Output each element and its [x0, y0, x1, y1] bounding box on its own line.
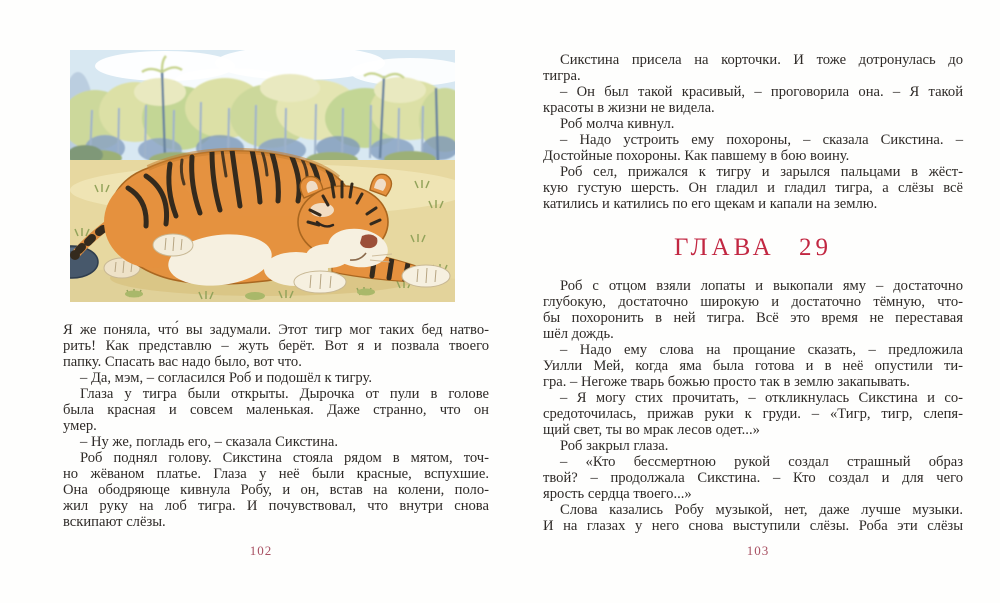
text-line: жил руку на лоб тигра. И почувствовал, что внутри снова	[63, 498, 489, 514]
text-line: красоты в жизни не видела.	[543, 100, 715, 116]
text-line: была красная и совсем маленькая. Даже странно, что он	[63, 402, 489, 418]
right-page-text-bottom	[543, 278, 963, 534]
text-line: Роб с отцом взяли лопаты и выкопали яму – достаточно	[560, 278, 963, 294]
text-line: катились и катились по его щекам и капали на землю.	[543, 196, 878, 212]
text-line: шёл дождь.	[543, 326, 614, 342]
text-line: рить! Как представлю – жуть берёт. Вот я и позвала твоего	[63, 338, 489, 354]
left-page-text	[63, 322, 489, 530]
text-line: ярость сердца твоего...»	[543, 486, 692, 502]
text-line: Уилли Мей, когда яма была готова и в неё опустили ти-	[543, 358, 963, 374]
text-line: – «Кто бессмертною рукой создал страшный образ	[560, 454, 963, 470]
text-line: тигра.	[543, 68, 581, 84]
tiger-head	[298, 174, 392, 271]
text-line: Я же поняла, что́ вы задумали. Этот тигр мог таких бед натво-	[63, 322, 489, 338]
text-line: Роб поднял голову. Сикстина стояла рядом в мятом, точ-	[80, 450, 489, 466]
text-line: щий свет, ты во мрак лесов одет...»	[543, 422, 760, 438]
text-line: Достойные похороны. Как павшему в бою воину.	[543, 148, 850, 164]
text-line: средоточилась, прижав руки к груди. – «Тигр, тигр, слепя-	[543, 406, 963, 422]
text-line: гра. – Негоже тварь божью просто так в землю закапывать.	[543, 374, 910, 390]
page-number-left: 102	[249, 543, 273, 558]
text-line: – Ну же, погладь его, – сказала Сикстина.	[80, 434, 339, 450]
text-line: Она ободряюще кивнула Робу, и он, встав на колени, поло-	[63, 482, 489, 498]
text-line: твой? – продолжала Сикстина. – Кто создал и для чего	[543, 470, 963, 486]
text-line: папку. Спасать вас надо было, вот что.	[63, 354, 302, 370]
tiger-illustration	[70, 50, 455, 302]
right-page-text-top	[543, 52, 963, 212]
text-line: И на глазах у него снова выступили слёзы. Роба эти слёзы	[543, 518, 963, 534]
text-line: глубокую, достаточно широкую и достаточно тёмную, что-	[543, 294, 963, 310]
text-line: – Он был такой красивый, – проговорила она. – Я такой	[560, 84, 963, 100]
text-line: Слова казались Робу музыкой, нет, даже лучше музыки.	[560, 502, 963, 518]
text-line: – Я могу стих прочитать, – откликнулась Сикстина и со-	[560, 390, 963, 406]
text-line: – Надо ему слова на прощание сказать, – предложила	[560, 342, 963, 358]
text-line: Роб молча кивнул.	[560, 116, 675, 132]
text-line: умер.	[63, 418, 97, 434]
text-line: но жёваном платье. Глаза у неё были красные, вспухшие.	[63, 466, 489, 482]
text-line: бы похоронить в ней тигра. Всё это время не переставая	[543, 310, 963, 326]
text-line: Глаза у тигра были открыты. Дырочка от пули в голове	[80, 386, 489, 402]
text-line: – Да, мэм, – согласился Роб и подошёл к тигру.	[80, 370, 373, 386]
text-line: – Надо устроить ему похороны, – сказала Сикстина. –	[560, 132, 963, 148]
text-line: Сикстина присела на корточки. И тоже дотронулась до	[560, 52, 963, 68]
text-line: Роб сел, прижался к тигру и зарылся пальцами в жёст-	[560, 164, 963, 180]
chapter-heading: ГЛАВА 29	[674, 234, 832, 261]
text-line: вскипают слёзы.	[63, 514, 166, 530]
page-number-right: 103	[746, 543, 770, 558]
text-line: кую густую шерсть. Он гладил и гладил тигра, а слёзы всё	[543, 180, 963, 196]
text-line: Роб закрыл глаза.	[560, 438, 669, 454]
